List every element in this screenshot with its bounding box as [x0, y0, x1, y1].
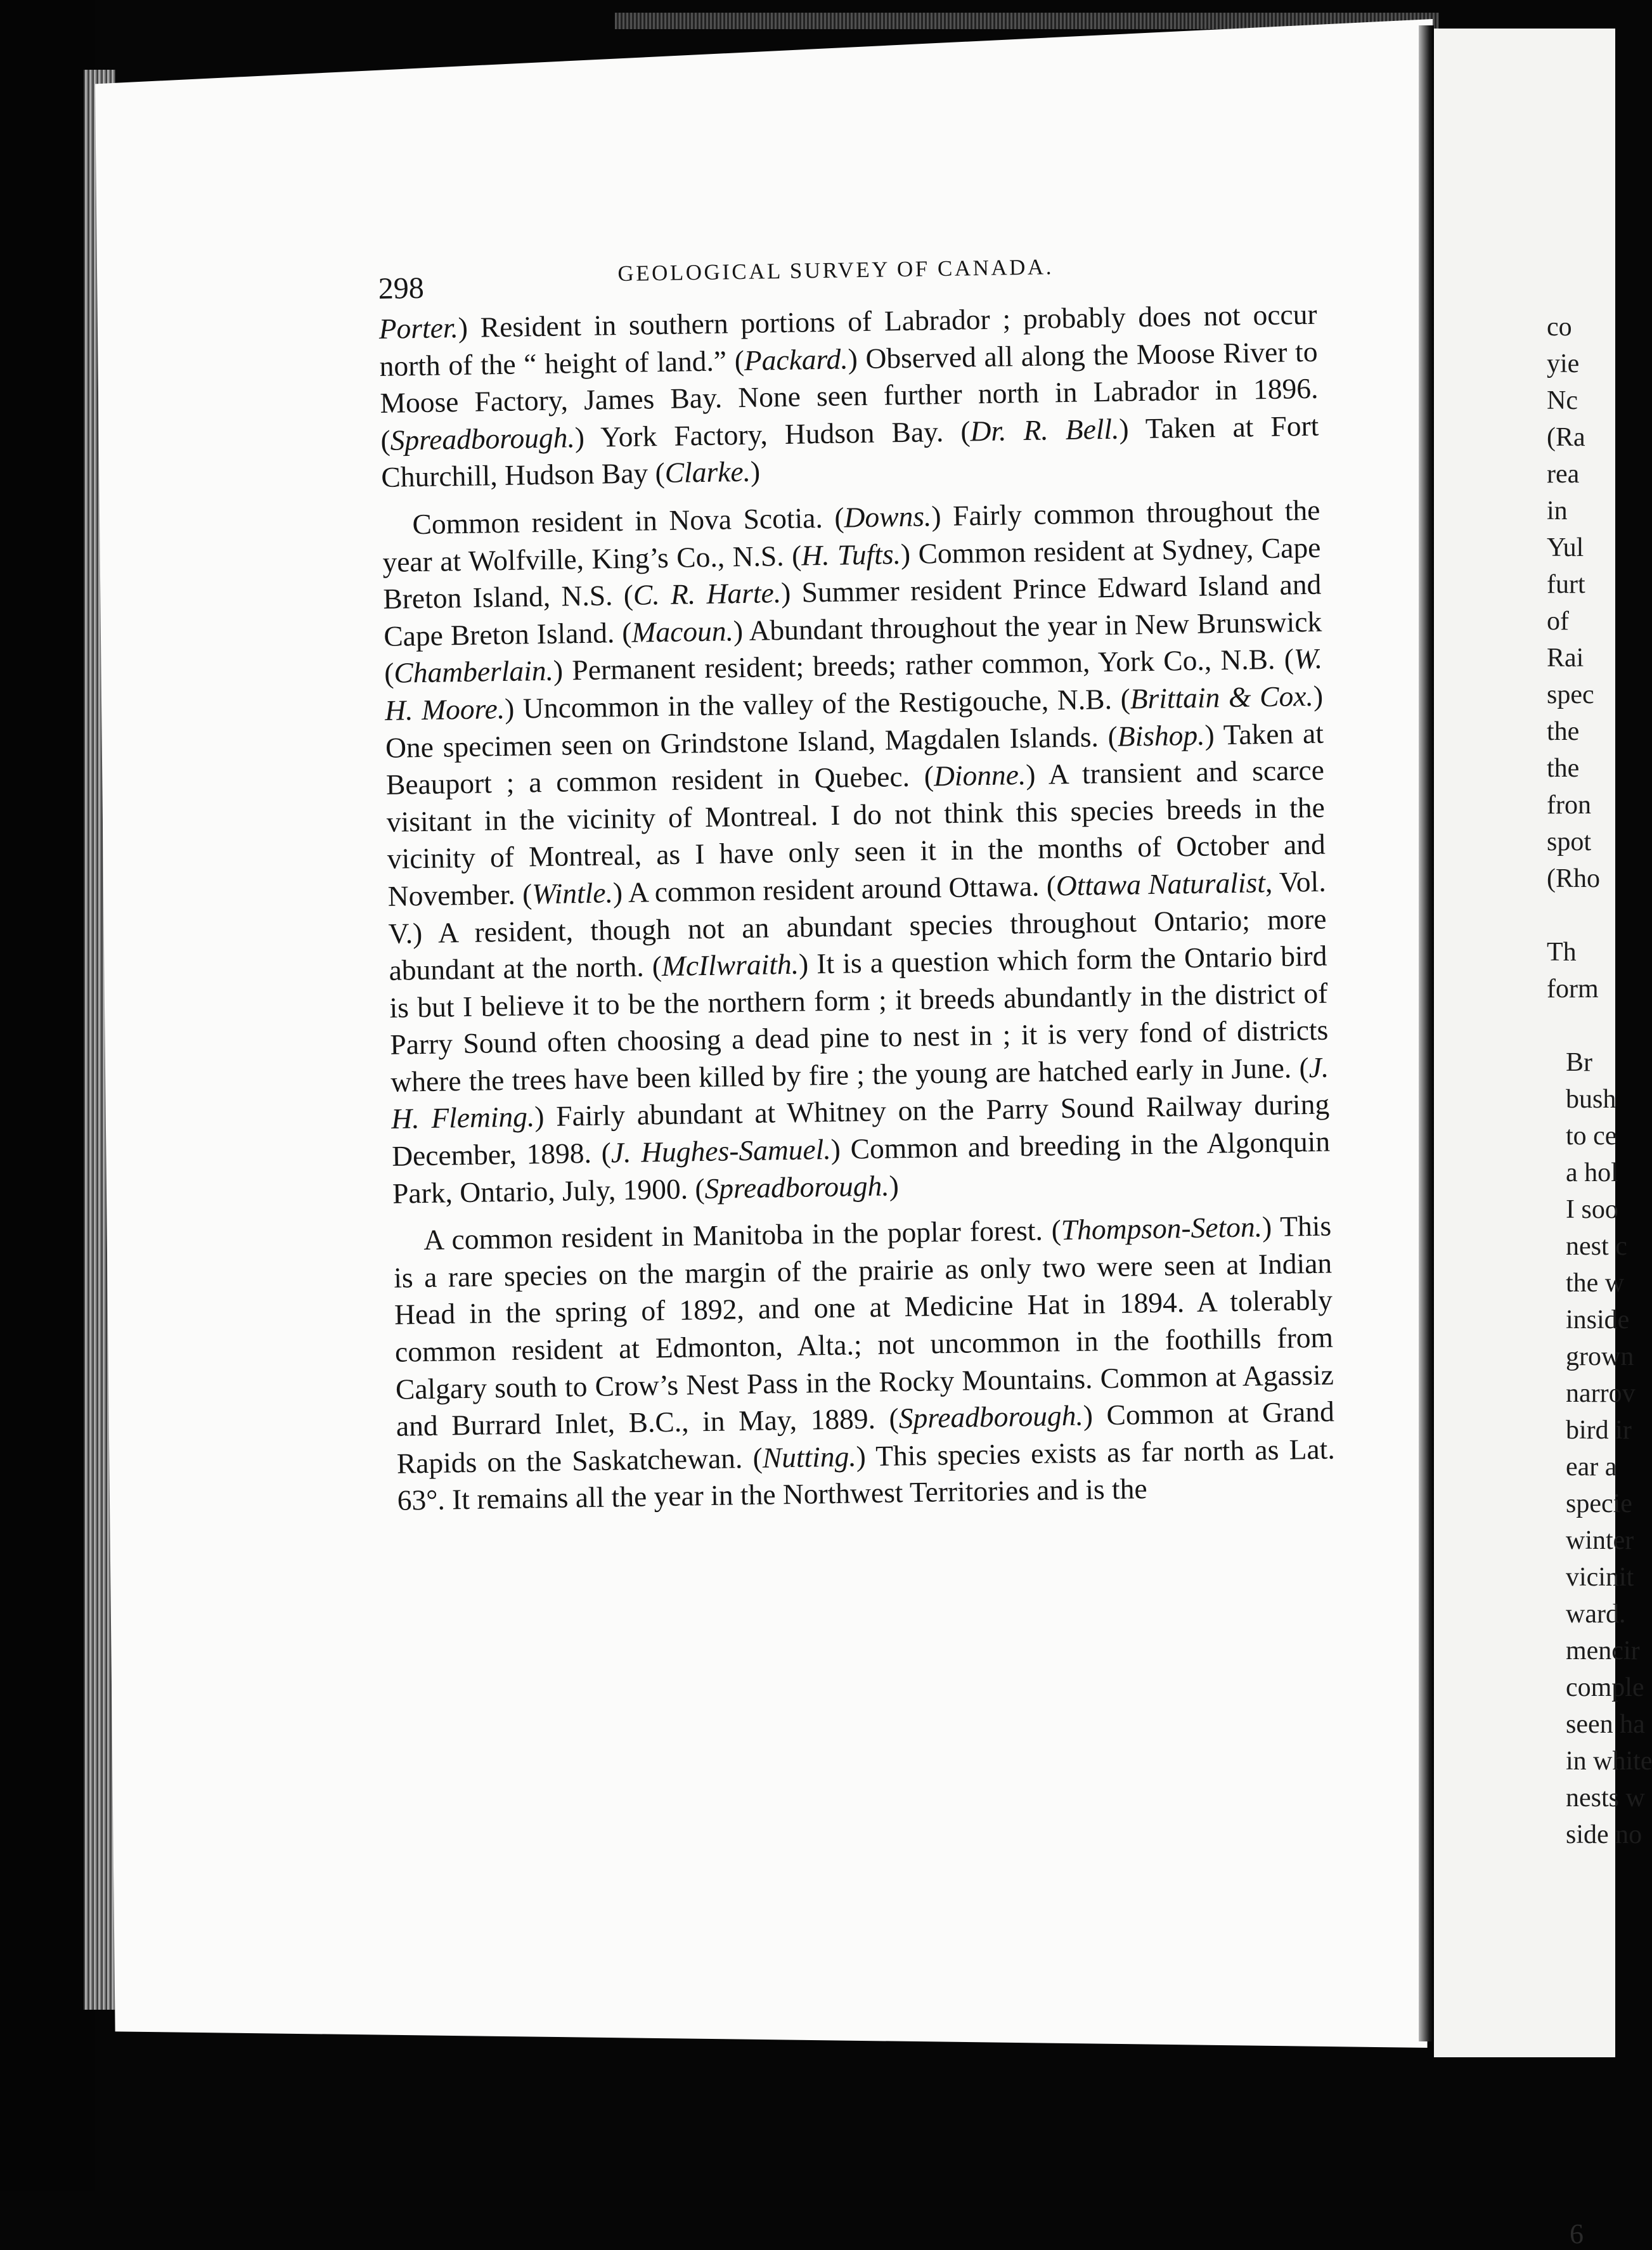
- paragraph-text: ): [750, 455, 761, 488]
- facing-line-fragment: nests w: [1566, 1783, 1645, 1813]
- citation-text: Spreadborough.: [704, 1169, 889, 1205]
- paragraph-text: ) Common resident at Sydney, Cape Breton Island, N.S. (: [382, 531, 1321, 616]
- citation-text: H. Tufts.: [801, 537, 901, 572]
- paragraph-text: ) One specimen seen on Grindstone Island, Magdalen Islands. (: [385, 679, 1324, 764]
- paragraph-text: ) This is a rare species on the margin of the prairie as only two were seen at Indian Head in the spring of 1892, and one at Medicine Hat in 1894. A tolerably common resident at Edmonton, Alta.; not uncommon in the foothills from Calgary south to Crow’s Nest Pass in the Rocky Mountains. Common at Agassiz and Burrard Inlet, B.C., in May, 1889. (: [393, 1209, 1334, 1442]
- facing-line-fragment: the: [1547, 717, 1580, 746]
- citation-text: Wintle.: [531, 876, 614, 910]
- paragraph-text: , Vol. V.) A resident, though not an abundant species throughout Ontario; more abundant at the north. (: [388, 865, 1327, 986]
- paragraph-text: ) A common resident around Ottawa. (: [612, 869, 1057, 909]
- paragraph-text: ) Uncommon in the valley of the Restigouche, N.B. (: [504, 682, 1131, 725]
- paragraph-text: ) Observed all along the Moose River to Moose Factory, James Bay. None seen further north in Labrador in 1896. (: [380, 335, 1319, 456]
- facing-line-fragment: fron: [1547, 791, 1591, 820]
- facing-line-fragment: the w: [1566, 1269, 1625, 1298]
- facing-line-fragment: bush: [1566, 1085, 1617, 1114]
- facing-line-fragment: side no: [1566, 1820, 1642, 1849]
- facing-line-fragment: Rai: [1547, 643, 1584, 673]
- citation-text: Chamberlain.: [393, 654, 554, 690]
- facing-line-fragment: (Ra: [1547, 423, 1585, 452]
- page-number: 298: [378, 271, 425, 306]
- facing-line-fragment: a hol: [1566, 1158, 1618, 1187]
- facing-line-fragment: spec: [1547, 680, 1594, 709]
- facing-line-fragment: spot: [1547, 827, 1592, 857]
- paragraph-text: ): [889, 1168, 900, 1202]
- paragraph-text: ) Summer resident Prince Edward Island and Cape Breton Island. (: [383, 567, 1322, 652]
- citation-text: Bishop.: [1117, 718, 1205, 753]
- facing-line-fragment: of: [1547, 607, 1569, 636]
- facing-line-fragment: form: [1547, 974, 1599, 1004]
- citation-text: W. H. Moore.: [384, 642, 1323, 727]
- facing-line-fragment: co: [1547, 313, 1572, 342]
- paragraph-text: ) It is a question which form the Ontario bird is but I believe it to be the northern form ; it breeds abundantly in the district of Parry Sound often choosing a dead pine to nest in ; it is very fond of districts where the trees have been killed by fire ; the young are hatched early in June. (: [389, 939, 1329, 1098]
- paragraph-text: ) Resident in southern portions of Labrador ; probably does not occur north of the “ height of land.” (: [379, 297, 1317, 382]
- body-paragraph: [393, 1208, 1336, 1520]
- facing-line-fragment: Th: [1547, 938, 1577, 967]
- paragraph-text: A common resident in Manitoba in the poplar forest. (: [423, 1213, 1062, 1257]
- citation-text: Dr. R. Bell.: [970, 412, 1120, 448]
- facing-line-fragment: specie: [1566, 1489, 1632, 1518]
- facing-line-fragment: Yul: [1547, 533, 1584, 562]
- facing-line-fragment: ear a: [1566, 1452, 1617, 1482]
- running-head: GEOLOGICAL SURVEY OF CANADA.: [617, 254, 1054, 287]
- paragraph-text: ) Abundant throughout the year in New Brunswick (: [384, 605, 1322, 690]
- facing-line-fragment: the: [1547, 754, 1580, 783]
- citation-text: McIlwraith.: [661, 947, 799, 983]
- paragraph-text: ) This species exists as far north as Lat. 63°. It remains all the year in the Northwest Territories and is the: [397, 1432, 1336, 1517]
- citation-text: Porter.: [378, 311, 459, 345]
- facing-line-fragment: winter: [1566, 1526, 1634, 1555]
- facing-line-fragment: mencir: [1566, 1636, 1640, 1665]
- paragraph-text: ) Common at Grand Rapids on the Saskatchewan. (: [396, 1395, 1335, 1480]
- facing-line-fragment: bird ir: [1566, 1416, 1632, 1445]
- citation-text: J. H. Fleming.: [390, 1051, 1329, 1135]
- facing-line-fragment: rea: [1547, 460, 1580, 489]
- citation-text: Brittain & Cox.: [1130, 679, 1314, 715]
- facing-line-fragment: in white: [1566, 1747, 1652, 1776]
- book-gutter: [1419, 25, 1434, 2041]
- citation-text: Clarke.: [664, 455, 751, 489]
- citation-text: C. R. Harte.: [633, 576, 782, 611]
- facing-line-fragment: furt: [1547, 570, 1585, 599]
- facing-line-fragment: narrov: [1566, 1379, 1636, 1408]
- facing-line-fragment: in: [1547, 496, 1568, 526]
- facing-line-fragment: ward.: [1566, 1600, 1626, 1629]
- paragraph-text: ) York Factory, Hudson Bay. (: [574, 415, 971, 453]
- facing-line-fragment: (Rho: [1547, 864, 1600, 893]
- facing-line-fragment: inside: [1566, 1305, 1630, 1335]
- facing-line-fragment: nest c: [1566, 1232, 1627, 1261]
- citation-text: Nutting.: [762, 1440, 857, 1474]
- facing-line-fragment: to ce: [1566, 1122, 1617, 1151]
- citation-text: Macoun.: [631, 614, 734, 649]
- citation-text: Spreadborough.: [390, 420, 576, 456]
- facing-line-fragment: grown: [1566, 1342, 1634, 1371]
- citation-text: Packard.: [744, 342, 849, 377]
- facing-page-number: 6: [1570, 2218, 1584, 2249]
- facing-line-fragment: I soo: [1566, 1195, 1618, 1224]
- facing-line-fragment: Br: [1566, 1048, 1592, 1077]
- paragraph-text: ) Taken at Fort Churchill, Hudson Bay (: [380, 409, 1319, 494]
- paragraph-text: Common resident in Nova Scotia. (: [412, 501, 844, 541]
- body-paragraph: [382, 492, 1331, 1212]
- scan-background-left: [0, 0, 95, 2191]
- facing-line-fragment: Nc: [1547, 386, 1578, 415]
- paragraph-text: ) Taken at Beauport ; a common resident in Quebec. (: [385, 716, 1324, 801]
- facing-line-fragment: comple: [1566, 1673, 1644, 1702]
- citation-text: Thompson-Seton.: [1061, 1210, 1263, 1246]
- paragraph-text: ) A transient and scarce visitant in the vicinity of Montreal. I do not think this species breeds in the vicinity of Montreal, as I have only seen it in the months of October and November. (: [386, 753, 1326, 912]
- citation-text: Ottawa Naturalist: [1055, 866, 1266, 902]
- citation-text: Spreadborough.: [898, 1399, 1084, 1435]
- paragraph-text: ) Fairly abundant at Whitney on the Parry Sound Railway during December, 1898. (: [391, 1088, 1330, 1172]
- page-content: [378, 245, 1336, 1530]
- facing-line-fragment: vicinit: [1566, 1563, 1634, 1592]
- paragraph-text: ) Fairly common throughout the year at Wolfville, King’s Co., N.S. (: [382, 493, 1320, 578]
- facing-line-fragment: seen ha: [1566, 1710, 1645, 1739]
- paragraph-text: ) Permanent resident; breeds; rather common, York Co., N.B. (: [553, 642, 1294, 687]
- body-paragraph: [378, 296, 1319, 496]
- citation-text: Downs.: [844, 500, 932, 534]
- citation-text: J. Hughes-Samuel.: [610, 1133, 832, 1169]
- citation-text: Dionne.: [933, 758, 1026, 792]
- paragraph-text: ) Common and breeding in the Algonquin Park, Ontario, July, 1900. (: [392, 1125, 1331, 1210]
- facing-line-fragment: yie: [1547, 349, 1580, 378]
